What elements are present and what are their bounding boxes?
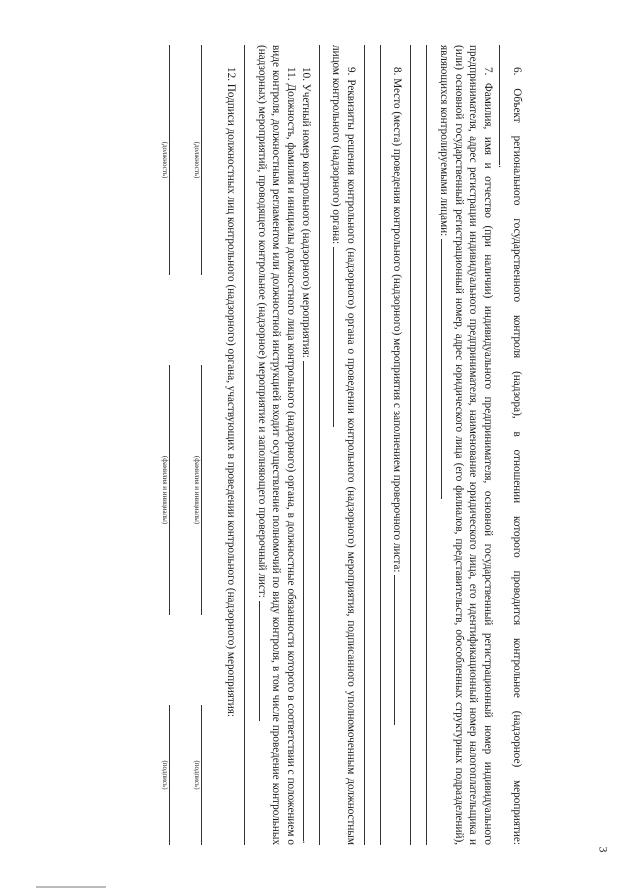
- fill-line: [303, 361, 312, 841]
- end-mark: .: [496, 165, 509, 168]
- end-mark: .: [299, 840, 312, 844]
- fill-line: [394, 575, 403, 725]
- fill-line: [364, 45, 374, 845]
- position-caption: (должность): [160, 141, 169, 179]
- fill-line: [333, 247, 342, 427]
- position-caption: (должность): [192, 141, 201, 179]
- signature-field-name: [160, 365, 182, 615]
- document-body: [84, 45, 524, 845]
- signature-field-position: [192, 45, 214, 275]
- name-caption: (фамилия и инициалы): [192, 455, 201, 525]
- signature-field-name: [192, 365, 214, 615]
- item-12: [224, 45, 239, 845]
- item-11-text: 11. Должность, фамилия и инициалы должностного лица контрольного (надзорного) органа, в должностные обязанности которого в соответствии с положением о виде контроля, должностным регламентом или должностной инструкцией входит осуществление полномочий по виду контроля, в том числе проведение контрольных (надзорных) мероприятий, проводящего контрольное (надзорное) мероприятие и заполняющего проверочный лист:: [255, 45, 298, 845]
- fill-line: [410, 45, 420, 845]
- signature-row-1: [192, 45, 214, 845]
- signature-field-position: [160, 45, 182, 275]
- page-number: 3: [596, 846, 611, 853]
- item-6: [495, 45, 524, 845]
- item-9-text: 9. Реквизиты решения контрольного (надзорного) органа о проведении контрольного (надзорного) мероприятия, подписанного уполномоченным должностным лицом контрольного (надзорного) органа:: [330, 45, 357, 845]
- name-line: [169, 365, 182, 615]
- item-11: [254, 45, 298, 845]
- item-7: [436, 45, 494, 845]
- item-12-text: 12. Подписи должностных лиц контрольного (надзорного) органа, участвующих в проведении контрольного (надзорного) мероприятия:: [225, 67, 238, 717]
- item-10: [298, 45, 313, 845]
- fill-line: [380, 45, 390, 845]
- signature-caption: (подпись): [160, 760, 169, 790]
- signature-row-2: [160, 45, 182, 845]
- name-line: [201, 365, 214, 615]
- item-7-text: 7. Фамилия, имя и отчество (при наличии) индивидуального предпринимателя, основной государственный регистрационный номер индивидуального предпринимателя, адрес регистрации индивидуального предпринимателя, наименование юридического лица, его идентификационный номер налогоплательщика и (или) основной государственный регистрационный номер, адрес юридического лица (его филиалов, представительств, обособленных структурных подразделений), являющихся контролируемыми лицами:: [438, 45, 494, 845]
- fill-line: [319, 45, 329, 845]
- fill-line: [441, 239, 450, 499]
- item-6-text: 6. Объект регионального государственного контроля (надзора), в отношении которого проводится контрольное (надзорное) мероприятие:: [511, 67, 523, 845]
- item-8-text: 8. Место (места) проведения контрольного (надзорного) мероприятия с заполнением проверочного листа:: [391, 67, 404, 573]
- fill-line: [426, 45, 436, 845]
- position-line: [169, 45, 182, 275]
- fill-line: [499, 45, 508, 165]
- signature-field-signature: [160, 705, 182, 845]
- fill-line: [244, 45, 254, 845]
- item-8: [390, 45, 405, 845]
- item-10-text: 10. Учетный номер контрольного (надзорного) мероприятия:: [299, 67, 312, 358]
- name-caption: (фамилия и инициалы): [160, 455, 169, 525]
- signature-field-signature: [192, 705, 214, 845]
- signature-line: [169, 705, 182, 845]
- signature-caption: (подпись): [192, 760, 201, 790]
- fill-line: [259, 601, 268, 721]
- item-9: [329, 45, 358, 845]
- scan-edge-mark: [36, 886, 106, 888]
- signature-line: [201, 705, 214, 845]
- position-line: [201, 45, 214, 275]
